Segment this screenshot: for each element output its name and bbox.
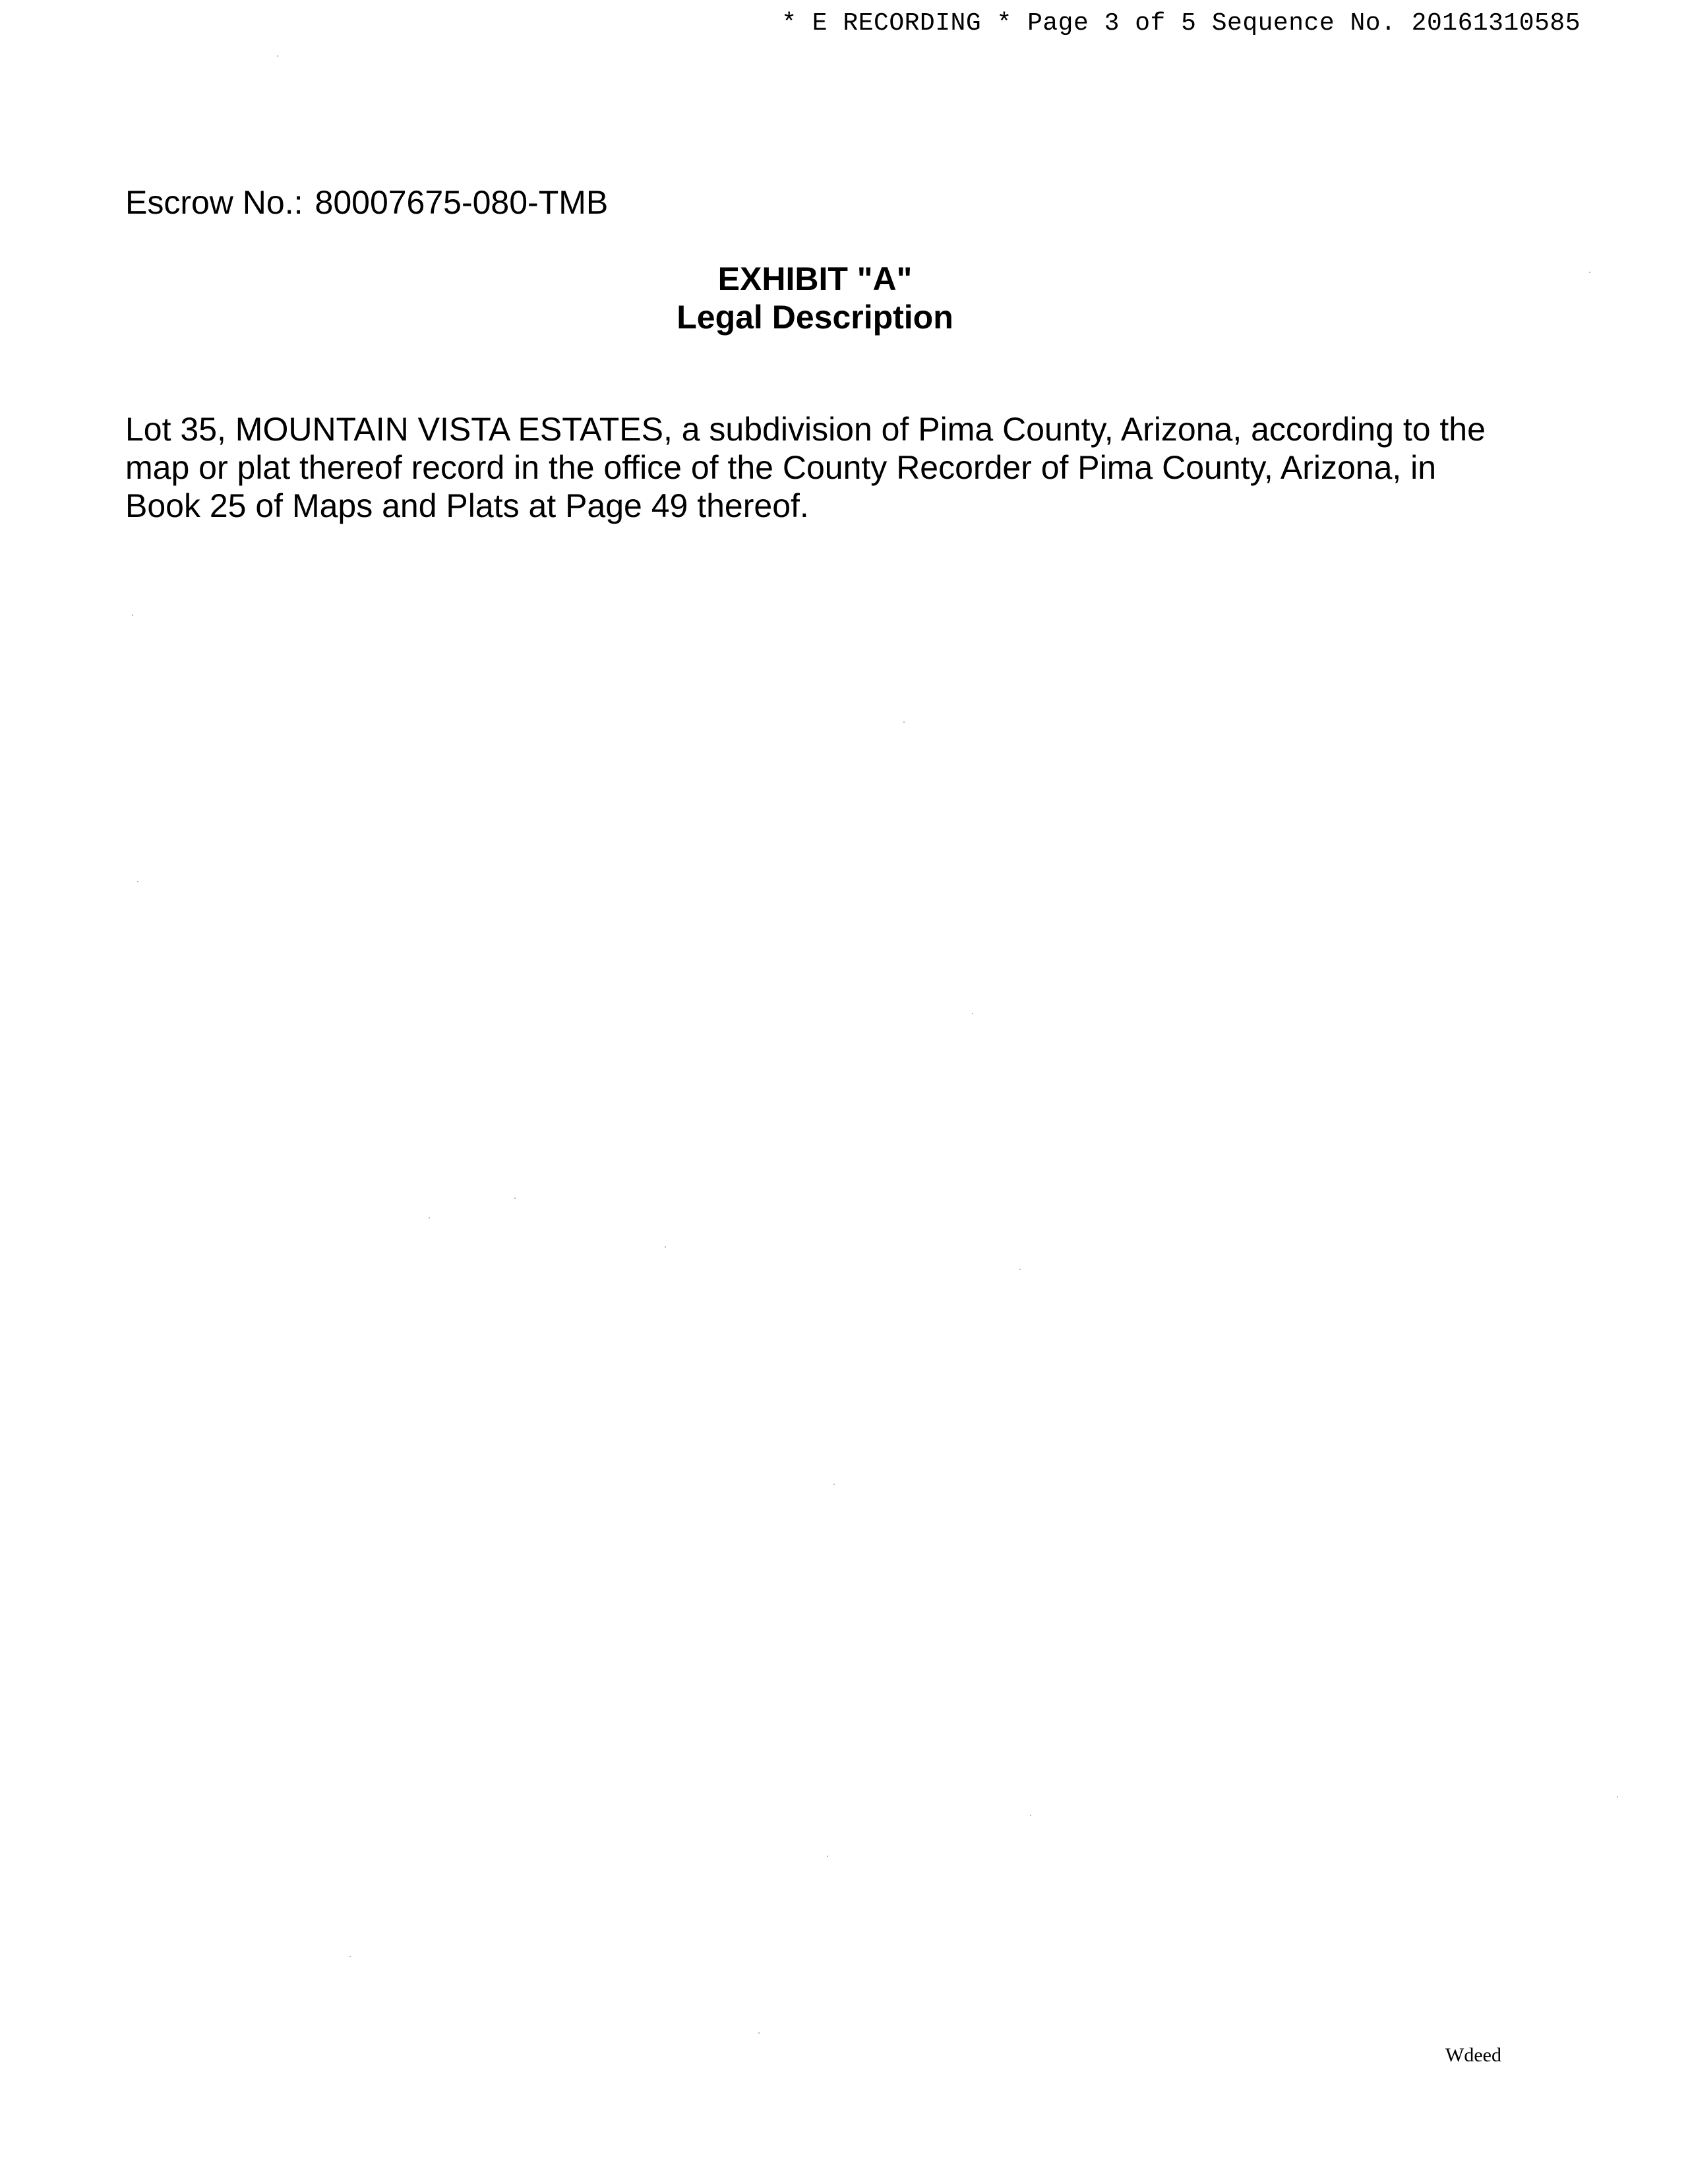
scan-speck [833, 1484, 835, 1485]
escrow-label: Escrow No.: [125, 184, 303, 221]
legal-description-line: map or plat thereof record in the office of the County Recorder of Pima County, Arizona, in [125, 449, 1437, 486]
scan-speck [1589, 272, 1590, 273]
legal-description-line: Book 25 of Maps and Plats at Page 49 thereof. [125, 487, 809, 524]
escrow-number-line [125, 183, 608, 222]
scan-speck [665, 1246, 666, 1248]
scan-speck [132, 615, 133, 616]
scan-speck [277, 55, 278, 57]
scan-speck [972, 1013, 973, 1014]
exhibit-title: EXHIBIT "A" [717, 260, 913, 297]
exhibit-subtitle: Legal Description [677, 299, 953, 336]
scan-speck [827, 1856, 828, 1857]
form-code-footer: Wdeed [1445, 2044, 1501, 2066]
escrow-number: 80007675-080-TMB [315, 184, 609, 221]
scan-speck [1030, 1815, 1031, 1816]
scan-speck [349, 1956, 351, 1957]
legal-description-line: Lot 35, MOUNTAIN VISTA ESTATES, a subdivision of Pima County, Arizona, according to the [125, 411, 1486, 448]
scan-speck [429, 1217, 430, 1219]
scan-speck [514, 1198, 516, 1199]
scan-speck [758, 2032, 760, 2034]
scan-speck [1617, 1796, 1618, 1798]
legal-description [125, 410, 1543, 525]
scan-speck [1019, 1269, 1021, 1270]
scan-speck [137, 881, 138, 882]
recording-header: * E RECORDING * Page 3 of 5 Sequence No. 20161310585 [781, 9, 1581, 38]
scan-speck [903, 721, 905, 723]
